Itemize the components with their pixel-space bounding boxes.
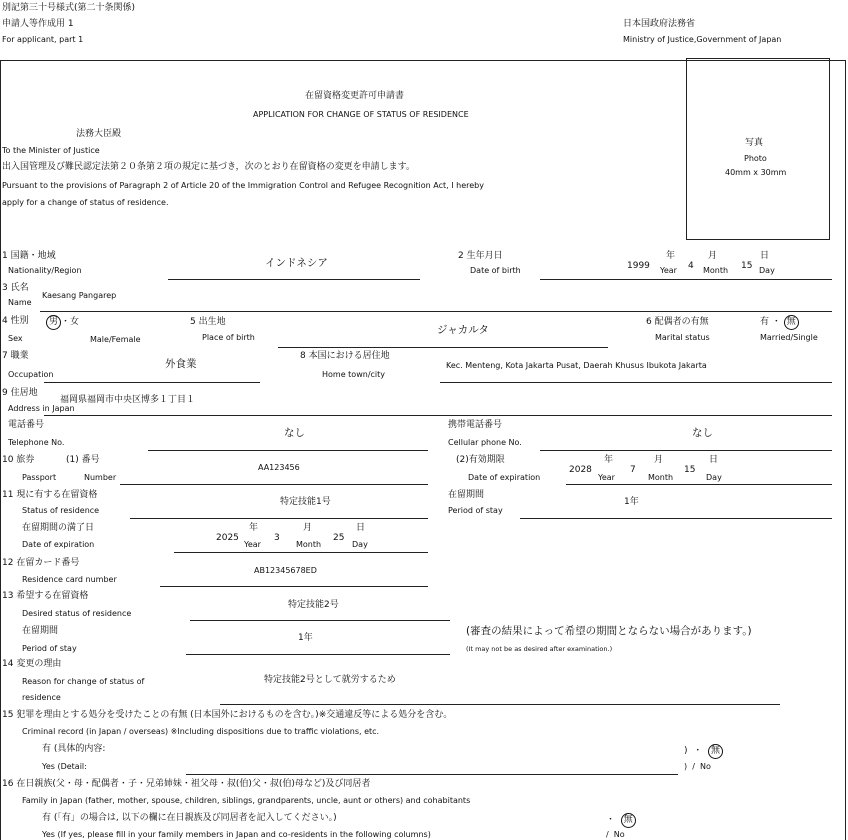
passport-exp-month[interactable]: 7 bbox=[630, 465, 636, 475]
occupation-label-en: Occupation bbox=[8, 370, 54, 379]
family-label-jp: 16 在日親族(父・母・配偶者・子・兄弟姉妹・祖父母・叔(伯)父・叔(伯)母など)及び同居者 bbox=[2, 779, 371, 789]
photo-box bbox=[686, 58, 830, 240]
criminal-close-jp: ) bbox=[684, 746, 688, 756]
family-options-en bbox=[606, 831, 625, 839]
family-options-jp[interactable] bbox=[606, 813, 636, 828]
status-period-value[interactable]: 1年 bbox=[624, 497, 639, 507]
nationality-value[interactable]: インドネシア bbox=[265, 257, 328, 269]
statement-en-2: apply for a change of status of residence. bbox=[2, 198, 169, 207]
dob-year-jp: 年 bbox=[666, 251, 676, 261]
cellphone-value[interactable]: なし bbox=[692, 427, 713, 439]
statement-jp: 出入国管理及び難民認定法第２０条第２項の規定に基づき，次のとおり在留資格の変更を申請します。 bbox=[2, 162, 415, 172]
passport-exp-year-jp: 年 bbox=[604, 455, 614, 465]
status-exp-day[interactable]: 25 bbox=[333, 533, 345, 543]
passport-number-value[interactable]: AA123456 bbox=[258, 463, 300, 472]
cellphone-label-en: Cellular phone No. bbox=[448, 438, 522, 447]
passport-exp-year[interactable]: 2028 bbox=[569, 465, 592, 475]
dob-day-en: Day bbox=[759, 266, 775, 275]
sex-options-en: Male/Female bbox=[90, 335, 141, 344]
telephone-value[interactable]: なし bbox=[284, 427, 305, 439]
address-value[interactable]: 福岡県福岡市中央区博多１丁目１ bbox=[60, 395, 196, 405]
passport-number-label-en: Number bbox=[84, 473, 117, 482]
form-number: 別記第三十号様式(第二十条関係) bbox=[2, 3, 136, 13]
photo-label-en: Photo bbox=[744, 154, 767, 163]
occupation-label-jp: 7 職業 bbox=[2, 351, 29, 361]
reason-value[interactable]: 特定技能2号として就労するため bbox=[264, 675, 396, 685]
marital-label-jp: 6 配偶者の有無 bbox=[646, 317, 709, 327]
for-applicant-jp: 申請人等作成用 1 bbox=[2, 19, 74, 29]
passport-exp-label-en: Date of expiration bbox=[468, 473, 541, 482]
addressee-jp: 法務大臣殿 bbox=[76, 129, 122, 139]
dob-label-jp: 2 生年月日 bbox=[458, 251, 503, 261]
status-exp-month[interactable]: 3 bbox=[274, 533, 280, 543]
criminal-no-option[interactable]: 無 bbox=[708, 744, 723, 759]
passport-exp-year-en: Year bbox=[598, 473, 615, 482]
passport-exp-month-jp: 月 bbox=[654, 455, 664, 465]
dob-month-en: Month bbox=[703, 266, 729, 275]
status-exp-month-jp: 月 bbox=[303, 523, 313, 533]
criminal-yes-en[interactable]: Yes (Detail: bbox=[42, 762, 87, 771]
marital-label-en: Marital status bbox=[655, 333, 710, 342]
name-value[interactable]: Kaesang Pangarep bbox=[42, 291, 117, 300]
passport-number-label-jp: (1) 番号 bbox=[66, 455, 100, 465]
status-period-label-jp: 在留期間 bbox=[448, 490, 485, 500]
status-exp-day-jp: 日 bbox=[356, 523, 366, 533]
passport-exp-day[interactable]: 15 bbox=[684, 465, 696, 475]
status-exp-year-en: Year bbox=[244, 540, 261, 549]
passport-label-jp: 10 旅券 bbox=[2, 455, 35, 465]
card-value[interactable]: AB12345678ED bbox=[254, 566, 317, 575]
dob-year-en: Year bbox=[660, 266, 677, 275]
sex-sep: ・ bbox=[61, 317, 71, 327]
family-no-en: No bbox=[613, 830, 625, 839]
dob-year-value[interactable]: 1999 bbox=[627, 261, 650, 271]
sex-label-en: Sex bbox=[8, 334, 23, 343]
hometown-label-jp: 8 本国における居住地 bbox=[300, 351, 390, 361]
hometown-value[interactable]: Kec. Menteng, Kota Jakarta Pusat, Daerah Khusus Ibukota Jakarta bbox=[446, 361, 707, 370]
sex-male-option[interactable]: 男 bbox=[46, 315, 61, 330]
passport-exp-month-en: Month bbox=[648, 473, 674, 482]
pob-label-en: Place of birth bbox=[202, 333, 255, 342]
status-exp-day-en: Day bbox=[352, 540, 368, 549]
family-no-option[interactable]: 無 bbox=[621, 813, 636, 828]
criminal-yes-jp[interactable]: 有 (具体的内容: bbox=[42, 744, 106, 754]
photo-label-jp: 写真 bbox=[745, 138, 764, 148]
dob-day-jp: 日 bbox=[760, 251, 770, 261]
desired-note-jp: (審査の結果によって希望の期間とならない場合があります。) bbox=[466, 625, 752, 637]
status-label-en: Status of residence bbox=[22, 506, 100, 515]
criminal-label-en: Criminal record (in Japan / overseas) ※Including dispositions due to traffic violations, etc. bbox=[22, 727, 380, 736]
status-exp-year[interactable]: 2025 bbox=[216, 533, 239, 543]
card-label-en: Residence card number bbox=[22, 575, 117, 584]
dob-label-en: Date of birth bbox=[470, 266, 521, 275]
desired-period-label-jp: 在留期間 bbox=[22, 626, 59, 636]
nationality-label-en: Nationality/Region bbox=[8, 266, 82, 275]
criminal-sep-en: / bbox=[692, 762, 695, 771]
dob-month-value[interactable]: 4 bbox=[688, 261, 694, 271]
dob-day-value[interactable]: 15 bbox=[741, 261, 753, 271]
sex-female-option[interactable]: 女 bbox=[70, 317, 80, 327]
family-yes-en[interactable]: Yes (If yes, please fill in your family members in Japan and co-residents in the following columns) bbox=[42, 830, 431, 839]
desired-period-label-en: Period of stay bbox=[22, 644, 77, 653]
status-exp-label-jp: 在留期間の満了日 bbox=[22, 523, 95, 533]
address-label-en: Address in Japan bbox=[8, 404, 75, 413]
family-sep-en: / bbox=[606, 830, 609, 839]
pob-value[interactable]: ジャカルタ bbox=[437, 324, 489, 336]
address-label-jp: 9 住居地 bbox=[2, 388, 38, 398]
for-applicant-en: For applicant, part 1 bbox=[2, 35, 84, 44]
title-en: APPLICATION FOR CHANGE OF STATUS OF RESIDENCE bbox=[253, 110, 469, 119]
cellphone-label-jp: 携帯電話番号 bbox=[448, 420, 503, 430]
desired-note-en: (It may not be as desired after examination.) bbox=[466, 645, 613, 653]
status-exp-month-en: Month bbox=[296, 540, 322, 549]
telephone-label-jp: 電話番号 bbox=[8, 420, 45, 430]
criminal-close-en: ) bbox=[684, 762, 688, 771]
family-label-en: Family in Japan (father, mother, spouse, children, siblings, grandparents, uncle, aunt or others) and cohabitants bbox=[22, 796, 471, 805]
reason-label-en-2: residence bbox=[22, 693, 61, 702]
family-yes-jp[interactable]: 有 (「有」の場合は, 以下の欄に在日親族及び同居者を記入してください。) bbox=[42, 813, 337, 823]
photo-size: 40mm x 30mm bbox=[725, 168, 787, 177]
addressee-en: To the Minister of Justice bbox=[2, 146, 100, 155]
criminal-options-en bbox=[684, 763, 711, 771]
criminal-options-jp[interactable] bbox=[684, 744, 723, 759]
status-label-jp: 11 現に有する在留資格 bbox=[2, 490, 98, 500]
occupation-value[interactable]: 外食業 bbox=[165, 358, 197, 370]
statement-en-1: Pursuant to the provisions of Paragraph 2 of Article 20 of the Immigration Control and Refugee Recognition Act, I hereby bbox=[2, 181, 484, 190]
sex-options[interactable] bbox=[46, 315, 79, 330]
passport-exp-label-jp: (2)有効期限 bbox=[456, 455, 505, 465]
dob-month-jp: 月 bbox=[708, 251, 718, 261]
card-label-jp: 12 在留カード番号 bbox=[2, 558, 80, 568]
status-value[interactable]: 特定技能1号 bbox=[280, 497, 331, 507]
reason-label-en-1: Reason for change of status of bbox=[22, 677, 145, 686]
marital-sep: ・ bbox=[771, 317, 781, 327]
name-label-en: Name bbox=[8, 298, 32, 307]
desired-value[interactable]: 特定技能2号 bbox=[288, 600, 339, 610]
status-period-label-en: Period of stay bbox=[448, 506, 503, 515]
sex-label-jp: 4 性別 bbox=[2, 316, 29, 326]
criminal-no-en: No bbox=[700, 762, 711, 771]
marital-options-en: Married/Single bbox=[760, 333, 818, 342]
marital-yes-option[interactable]: 有 bbox=[760, 317, 770, 327]
reason-label-jp: 14 変更の理由 bbox=[2, 659, 62, 669]
telephone-label-en: Telephone No. bbox=[8, 438, 65, 447]
marital-options[interactable] bbox=[760, 315, 799, 330]
status-exp-year-jp: 年 bbox=[249, 523, 259, 533]
desired-label-en: Desired status of residence bbox=[22, 609, 132, 618]
ministry-en: Ministry of Justice,Government of Japan bbox=[623, 35, 782, 44]
marital-no-option[interactable]: 無 bbox=[784, 315, 799, 330]
passport-label-en: Passport bbox=[22, 473, 57, 482]
criminal-sep-jp: ・ bbox=[693, 746, 703, 756]
status-exp-label-en: Date of expiration bbox=[22, 540, 95, 549]
criminal-label-jp: 15 犯罪を理由とする処分を受けたことの有無 (日本国外におけるものを含む。)※交通違反等による処分を含む。 bbox=[2, 710, 453, 720]
desired-label-jp: 13 希望する在留資格 bbox=[2, 591, 89, 601]
name-label-jp: 3 氏名 bbox=[2, 283, 29, 293]
pob-label-jp: 5 出生地 bbox=[190, 317, 226, 327]
ministry-jp: 日本国政府法務省 bbox=[623, 19, 696, 29]
passport-exp-day-jp: 日 bbox=[709, 455, 719, 465]
passport-exp-day-en: Day bbox=[706, 473, 722, 482]
hometown-label-en: Home town/city bbox=[322, 370, 385, 379]
family-sep-jp: ・ bbox=[606, 815, 616, 825]
title-jp: 在留資格変更許可申請書 bbox=[305, 91, 405, 101]
desired-period-value[interactable]: 1年 bbox=[298, 633, 313, 643]
nationality-label-jp: 1 国籍・地域 bbox=[2, 251, 56, 261]
